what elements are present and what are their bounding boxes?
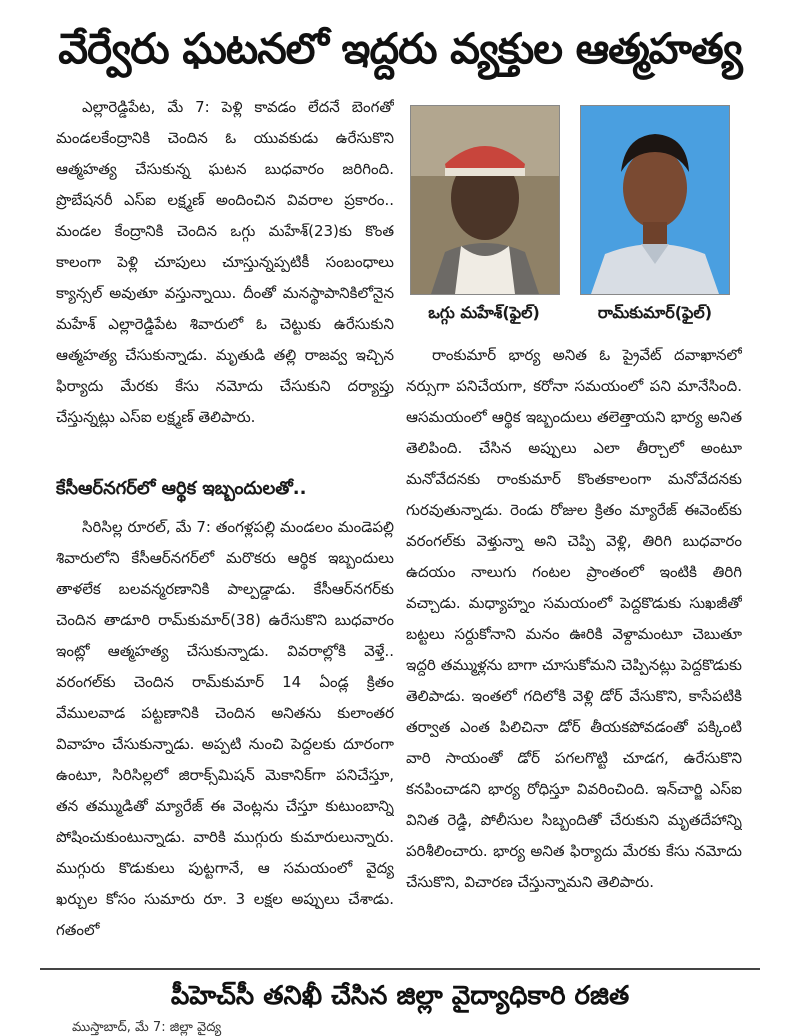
story1-body: ఎల్లారెడ్డిపేట, మే 7: పెళ్లి కావడం లేదనే బెంగతో మండలకేంద్రానికి చెందిన ఓ యువకుడు ఉరేసుకొని ఆత్మహత్య చేసుకున్న ఘటన బుధవారం జరిగింది. ప్రొబేషనరీ ఎస్ఐ లక్ష్మణ్ అందించిన వివరాల ప్రకారం.. మండల కేంద్రానికి చెందిన ఒగ్గు మహేశ్(23)కు కొంత కాలంగా పెళ్లి చూపులు చూస్తున్నప్పటికీ సంబంధాలు క్యాన్సల్ అవుతూ వస్తున్నాయి. దీంతో మనస్థాపానికిలోనైన మహేశ్ ఎల్లారెడ్డిపేట శివారులో ఓ చెట్టుకు ఉరేసుకుని ఆత్మహత్య చేసుకున్నాడు. మృతుడి తల్లి రాజవ్వ ఇచ్చిన ఫిర్యాదు మేరకు కేసు నమోదు చేసుకుని దర్యాప్తు చేస్తున్నట్లు ఎస్ఐ లక్ష్మణ్ తెలిపారు.: [56, 98, 394, 426]
story2-subheading: కేసీఆర్‌నగర్‌లో ఆర్థిక ఇబ్బందులతో..: [56, 478, 307, 499]
next-article-cut-text: ముస్తాబాద్, మే 7: జిల్లా వైద్య: [72, 1020, 222, 1035]
story2-body-right: రాంకుమార్ భార్య అనిత ఓ ప్రైవేట్ దవాఖానలో నర్సుగా పనిచేయగా, కరోనా సమయంలో పని మానేసింది. ఆసమయంలో ఆర్థిక ఇబ్బందులు తలెత్తాయని భార్య అనిత తెలిపింది. చేసిన అప్పులు ఎలా తీర్చాలో అంటూ మనోవేదనకు రాంకుమార్ కొంతకాలంగా మనోవేదనకు గురవుతున్నాడు. రెండు రోజుల క్రితం మ్యారేజ్ ఈవెంట్‌కు వరంగల్‌కు వెళ్తున్నా అని చెప్పి వెళ్లి, తిరిగి బుధవారం ఉదయం నాలుగు గంటల ప్రాంతంలో ఇంటికి తిరిగి వచ్చాడు. మధ్యాహ్నం సమయంలో పెద్దకొడుకు సుఖజీతో బట్టలు సర్దుకోనాని మనం ఊరికి వెళ్దామంటూ చెబుతూ ఇద్దరి తమ్ముళ్లను బాగా చూసుకోమని చెప్పినట్లు పెద్దకొడుకు తెలిపాడు. ఇంతలో గదిలోకి వెళ్లి డోర్ వేసుకొని, కాసేపటికి తర్వాత ఎంత పిలిచినా డోర్ తీయకపోవడంతో పక్కింటి వారి సాయంతో డోర్ పగలగొట్టి చూడగ, ఉరేసుకొని కనపించాడని భార్య రోధిస్తూ వివరించింది. ఇన్‌చార్జి ఎస్ఐ వినిత రెడ్డి, పోలీసుల సిబ్బందితో చేరుకుని మృతదేహాన్ని పరిశీలించారు. భార్య అనిత ఫిర్యాదు మేరకు కేసు నమోదు చేసుకొని, విచారణ చేస్తున్నామని తెలిపారు.: [406, 346, 742, 891]
photo-caption-left: ఒగ్గు మహేశ్(ఫైల్): [428, 303, 540, 322]
person-photo-icon: [411, 106, 559, 294]
story2-body-left: సిరిసిల్ల రూరల్, మే 7: తంగళ్లపల్లి మండలం మండెపల్లి శివారులోని కేసీఆర్‌నగర్‌లో మరొకరు ఆర్థిక ఇబ్బందులు తాళలేక బలవన్మరణానికి పాల్పడ్డాడు. కేసీఆర్‌నగర్‌కు చెందిన తాడూరి రామ్‌కుమార్(38) ఉరేసుకొని బుధవారం ఇంట్లో ఆత్మహత్య చేసుకున్నాడు. వివరాల్లోకి వెళ్తే.. వరంగల్‌కు చెందిన రామ్‌కుమార్ 14 ఏండ్ల క్రితం వేములవాడ పట్టణానికి చెందిన అనితను కులాంతర వివాహం చేసుకున్నాడు. అప్పటి నుంచి పెద్దలకు దూరంగా ఉంటూ, సిరిసిల్లలో జిరాక్స్‌మిషన్ మెకానిక్‌గా పనిచేస్తూ, తన తమ్ముడితో మ్యారేజ్ ఈ వెంట్లను చేస్తూ కుటుంబాన్ని పోషించుకుంటున్నాడు. వారికి ముగ్గురు కుమారులున్నారు. ముగ్గురు కొడుకులు పుట్టగానే, ఆ సమయంలో వైద్య ఖర్చుల కోసం సుమారు రూ. 3 లక్షల అప్పులు చేశాడు. గతంలో: [56, 518, 394, 939]
section-divider: [40, 968, 760, 970]
photo-oggu-mahesh: [410, 105, 560, 295]
article-column-right: [406, 340, 742, 960]
photo-caption-right: రామ్‌కుమార్(ఫైల్): [597, 303, 713, 322]
article-column-left: [56, 92, 394, 946]
next-article-headline: పీహెచ్‌సీ తనిఖీ చేసిన జిల్లా వైద్యాధికారి రజిత: [170, 981, 630, 1011]
person-photo-icon: [581, 106, 729, 294]
main-headline: వేర్వేరు ఘటనలో ఇద్దరు వ్యక్తుల ఆత్మహత్య: [58, 24, 742, 73]
photo-ramkumar: [580, 105, 730, 295]
